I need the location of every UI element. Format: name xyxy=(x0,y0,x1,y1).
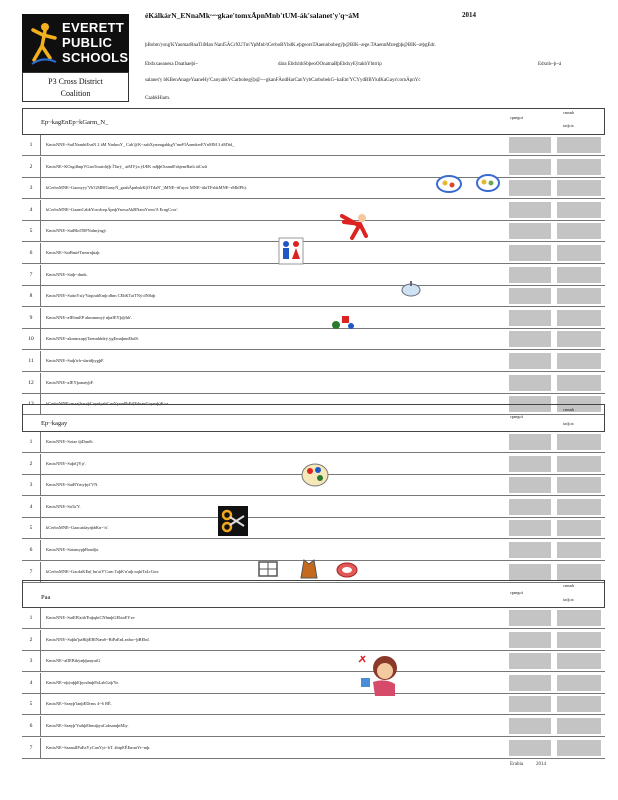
notes-entry-cell[interactable] xyxy=(557,434,601,450)
row-number: 8 xyxy=(22,286,41,306)
notes-entry-cell[interactable] xyxy=(557,610,601,626)
notes-entry-cell[interactable] xyxy=(557,696,601,712)
checklist-row xyxy=(22,608,605,629)
row-text: KmtxNNE~SaTa'Y. xyxy=(46,503,81,509)
row-text: kCerbxMNE~GacdaKEn[ hn'aiY'Cam TaþK'n'aiþ nqhiTaLrGwr. xyxy=(46,568,160,574)
column-label-2b: tacþ.tx xyxy=(563,421,574,426)
row-text: KmtxNNE~SaiBYmyþyì'VN. xyxy=(46,482,99,488)
row-text: kCerbxMNE~GaamCabkYorcdorpÄpnþYnesaAkBNamYrem'A ErngCcor'. xyxy=(46,206,179,212)
row-text: KmtxNE~nþýaþþEþyodmþPaLabGaþ'Ye. xyxy=(46,679,120,685)
checklist-row xyxy=(22,694,605,715)
notes-entry-cell[interactable] xyxy=(557,331,601,347)
row-text: KmtxNNE~Soiae tþDanSi. xyxy=(46,439,94,444)
sink-icon xyxy=(400,278,422,298)
row-text: KmtxNNE~Saþhi'þaBiþEBINæaS~BiPaEnLeahw~þBEbd. xyxy=(46,636,150,642)
notes-entry-cell[interactable] xyxy=(557,137,601,153)
row-text: KmtxNNE~SaiBInTBFNalmýagÿ. xyxy=(46,228,108,234)
row-number: 3 xyxy=(22,475,41,495)
row-number: 5 xyxy=(22,518,41,538)
notes-entry-cell[interactable] xyxy=(557,653,601,669)
section-title: Paa xyxy=(41,594,51,601)
checklist-row xyxy=(22,286,605,307)
row-text: KmtxNNE~SaiamypþBondþi. xyxy=(46,547,99,552)
notes-entry-cell[interactable] xyxy=(557,456,601,472)
section-title: Ep~kagay xyxy=(41,420,68,427)
checklist-row xyxy=(22,738,605,759)
header-instruction-2b: dára EbdxhbSbþeoOOnatnaBþEbdxyEÿtakbYbtrrip xyxy=(278,62,382,67)
row-number: 2 xyxy=(22,157,41,177)
footer-year: 2014 xyxy=(536,762,546,767)
date-entry-cell[interactable] xyxy=(509,137,551,153)
header-instruction-3: salanet'y bKBenAnageYaaneHy'CanyabkVCarbobegÿþ@~~gkanFÄndHarCanYybCarbobekG~kaEm'YCYydBBYkdKaGays'cornÄpnYc xyxy=(145,78,421,83)
notes-entry-cell[interactable] xyxy=(557,675,601,691)
column-label-2a: cmxnh xyxy=(563,407,574,412)
notes-entry-cell[interactable] xyxy=(557,375,601,391)
logo-word-everett: EVERETT xyxy=(62,20,125,35)
row-number: 1 xyxy=(22,432,41,452)
notes-entry-cell[interactable] xyxy=(557,740,601,756)
row-text: KmtxNE~Sanyþ'lanþEDrms 4~6 BÉ. xyxy=(46,701,112,707)
row-text: KmtxNNE~aIEbmEP akmmnnyÿ nþaIEYþ@hh'. xyxy=(46,314,133,320)
column-label-1: cpaegcá xyxy=(510,115,523,120)
jacket-icon xyxy=(300,558,318,580)
checklist-row xyxy=(22,157,605,178)
date-entry-cell[interactable] xyxy=(509,520,551,536)
section-header-2 xyxy=(22,404,605,432)
column-label-2b: tacþ.tx xyxy=(563,123,574,128)
district-logo xyxy=(22,14,129,72)
checklist-row xyxy=(22,630,605,651)
date-entry-cell[interactable] xyxy=(509,675,551,691)
logo-word-schools: SCHOOLS xyxy=(62,50,129,65)
row-number: 1 xyxy=(22,608,41,628)
row-number: 5 xyxy=(22,221,41,241)
child-reaching-icon xyxy=(338,212,372,240)
row-text: KmtxNE~SaanalIPaEaYyCanYyt~bT. ábtpEÉEmmYt~mþ. xyxy=(46,744,151,750)
row-number: 1 xyxy=(22,135,41,155)
row-text: KmtxNNE~Saiþ'trh~dariñþygþF. xyxy=(46,358,105,363)
row-number: 2 xyxy=(22,454,41,474)
date-entry-cell[interactable] xyxy=(509,564,551,580)
rug-icon xyxy=(335,560,359,580)
plate-icon xyxy=(435,174,463,194)
row-text: KmtxNNE~SaiINambiEsnN 2 áM NarkmY_ Cab'@K~aahXymmgabkgY'meFIÄannkerEYnMM 3 áM'ñd_ xyxy=(46,142,235,147)
document-title: éKálkárN_ENnaMk~~gkae'tomxÄpnMnb'tUM-ák'salanet'y'q~áM xyxy=(145,11,360,20)
row-text: kCerbxMNE~Gaonyyy'Vb'GMBIGanyN_gaahÄpnbskK(OTdaN'_)MNE~iñ'ayor MNE~äkiTFsbkMNE~rMhIPb). xyxy=(46,185,247,191)
column-label-1: cpaegcá xyxy=(510,414,523,419)
toys-icon xyxy=(330,312,356,332)
date-entry-cell[interactable] xyxy=(509,267,551,283)
date-entry-cell[interactable] xyxy=(509,245,551,261)
column-label-2a: cmxnh xyxy=(563,110,574,115)
row-text: KmtxNNE~akmmxnpÿTaennbhdrÿ.ÿgEmnþnnEbdS. xyxy=(46,336,140,342)
checklist-row xyxy=(22,373,605,394)
row-text: KmtxNNE~SaiinYsiÿ'VaqtrahEmþ:dbm CEhKTaiTNÿ:dNSaþ xyxy=(46,293,156,299)
header-instruction-4: CaabkHiam. xyxy=(145,96,171,101)
column-label-1: cpaegcá xyxy=(510,590,523,595)
checklist-row xyxy=(22,135,605,156)
row-number: 3 xyxy=(22,651,41,671)
date-entry-cell[interactable] xyxy=(509,375,551,391)
notes-entry-cell[interactable] xyxy=(557,632,601,648)
row-number: 9 xyxy=(22,308,41,328)
document-year: 2014 xyxy=(462,11,476,19)
notes-entry-cell[interactable] xyxy=(557,542,601,558)
notes-entry-cell[interactable] xyxy=(557,223,601,239)
date-entry-cell[interactable] xyxy=(509,159,551,175)
row-text: kCerbxMNE~GaacatdayaþbKn~'n'. xyxy=(46,525,109,531)
checklist-row xyxy=(22,221,605,242)
row-text: kCerbxMNE~maa(hasaþCaynlyabCanYyrmPhEd|EdnanGaynaþ)K~a. xyxy=(46,401,170,407)
section-header-3 xyxy=(22,580,605,608)
coalition-box xyxy=(22,72,129,102)
row-text: KmtxNNE~aIEYþanatyþF. xyxy=(46,379,94,385)
restroom-icon xyxy=(278,237,304,265)
row-number: 11 xyxy=(22,351,41,371)
date-entry-cell[interactable] xyxy=(509,610,551,626)
row-text: KmtxNNE~Saiþ~dmtk. xyxy=(46,271,88,277)
date-entry-cell[interactable] xyxy=(509,718,551,734)
row-text: KmtxNE~SaiBmiéTnearnþiaþ. xyxy=(46,250,101,255)
row-number: 10 xyxy=(22,329,41,349)
column-label-2a: cmxnh xyxy=(563,583,574,588)
row-number: 13 xyxy=(22,394,41,414)
date-entry-cell[interactable] xyxy=(509,740,551,756)
row-text: KmtxNE~aIIEBibÿæþþanyaiG xyxy=(46,658,101,664)
row-number: 2 xyxy=(22,630,41,650)
logo-word-public: PUBLIC xyxy=(62,35,113,50)
checklist-row xyxy=(22,497,605,518)
notes-entry-cell[interactable] xyxy=(557,288,601,304)
date-entry-cell[interactable] xyxy=(509,180,551,196)
checklist-row xyxy=(22,308,605,329)
date-entry-cell[interactable] xyxy=(509,499,551,515)
row-number: 12 xyxy=(22,373,41,393)
scissors-icon xyxy=(218,506,248,536)
checklist-row xyxy=(22,200,605,221)
notes-entry-cell[interactable] xyxy=(557,245,601,261)
notes-entry-cell[interactable] xyxy=(557,180,601,196)
checklist-row xyxy=(22,716,605,737)
row-number: 5 xyxy=(22,694,41,714)
art-palette-icon xyxy=(300,462,330,488)
header-instruction-2a: Ebdxxaeanesa Dnathaeþi~ xyxy=(145,62,199,67)
notes-entry-cell[interactable] xyxy=(557,718,601,734)
row-text: KmtxNNE~SaþiQYjr'. xyxy=(46,460,87,466)
row-number: 6 xyxy=(22,716,41,736)
header-instruction-1: þBobm'ysng'KYaomarRnaTiiMan Nanf5ÄCrXUTm'YpMnb'tCerboBYbdK.eþgeorsTAaennbobegÿþ@BIK~æge.TAaennMrægþþ@BIK~æþgEdr. xyxy=(145,43,436,48)
row-number: 6 xyxy=(22,243,41,263)
notes-entry-cell[interactable] xyxy=(557,159,601,175)
cubby-icon xyxy=(257,560,279,578)
date-entry-cell[interactable] xyxy=(509,434,551,450)
checklist-row xyxy=(22,329,605,350)
section-header-1 xyxy=(22,108,605,135)
row-number: 4 xyxy=(22,673,41,693)
coalition-line-1: P3 Cross District xyxy=(48,77,103,86)
date-entry-cell[interactable] xyxy=(509,653,551,669)
coalition-line-2: Coalition xyxy=(60,89,91,98)
date-entry-cell[interactable] xyxy=(509,331,551,347)
notes-entry-cell[interactable] xyxy=(557,267,601,283)
date-entry-cell[interactable] xyxy=(509,353,551,369)
date-entry-cell[interactable] xyxy=(509,477,551,493)
date-entry-cell[interactable] xyxy=(509,696,551,712)
date-entry-cell[interactable] xyxy=(509,310,551,326)
date-entry-cell[interactable] xyxy=(509,202,551,218)
row-number: 3 xyxy=(22,178,41,198)
date-entry-cell[interactable] xyxy=(509,223,551,239)
header-instruction-2c: Edxnh~þ~á xyxy=(538,62,562,67)
section-title: Ep~kagEnEp~kGarm_N_ xyxy=(41,119,109,126)
notes-entry-cell[interactable] xyxy=(557,353,601,369)
row-number: 7 xyxy=(22,562,41,582)
notes-entry-cell[interactable] xyxy=(557,310,601,326)
checklist-row xyxy=(22,673,605,694)
checklist-row xyxy=(22,178,605,199)
row-text: KmtxNE~KOsgdhnpVGanTnuirdtÿþ ÍTarÿ_ aiMYÿa ÿIÆK ndþþOtannlFabjemBath áiCsdt xyxy=(46,163,207,169)
checklist-row xyxy=(22,243,605,264)
plate-icon xyxy=(475,173,501,193)
notes-entry-cell[interactable] xyxy=(557,202,601,218)
notes-entry-cell[interactable] xyxy=(557,477,601,493)
date-entry-cell[interactable] xyxy=(509,456,551,472)
checklist-row xyxy=(22,432,605,453)
checklist-row xyxy=(22,518,605,539)
notes-entry-cell[interactable] xyxy=(557,564,601,580)
date-entry-cell[interactable] xyxy=(509,632,551,648)
checklist-row xyxy=(22,351,605,372)
checklist-row xyxy=(22,651,605,672)
column-label-2b: tacþ.tx xyxy=(563,597,574,602)
row-number: 6 xyxy=(22,540,41,560)
row-number: 7 xyxy=(22,738,41,758)
child-drinking-icon xyxy=(355,652,403,698)
row-text: KmtxNNE~SaiEB'aitb'EnþqhiCNhmþGEbiaEYxe xyxy=(46,615,135,620)
row-number: 7 xyxy=(22,265,41,285)
row-number: 4 xyxy=(22,497,41,517)
checklist-row xyxy=(22,265,605,286)
notes-entry-cell[interactable] xyxy=(557,520,601,536)
footer-author: Erabia xyxy=(510,762,524,767)
notes-entry-cell[interactable] xyxy=(557,499,601,515)
date-entry-cell[interactable] xyxy=(509,542,551,558)
runner-figure-icon xyxy=(28,20,58,66)
row-text: KmtxNE~Sanyþ'YaibþEbmaþyaCabsamþiMiy. xyxy=(46,723,129,728)
date-entry-cell[interactable] xyxy=(509,288,551,304)
row-number: 4 xyxy=(22,200,41,220)
